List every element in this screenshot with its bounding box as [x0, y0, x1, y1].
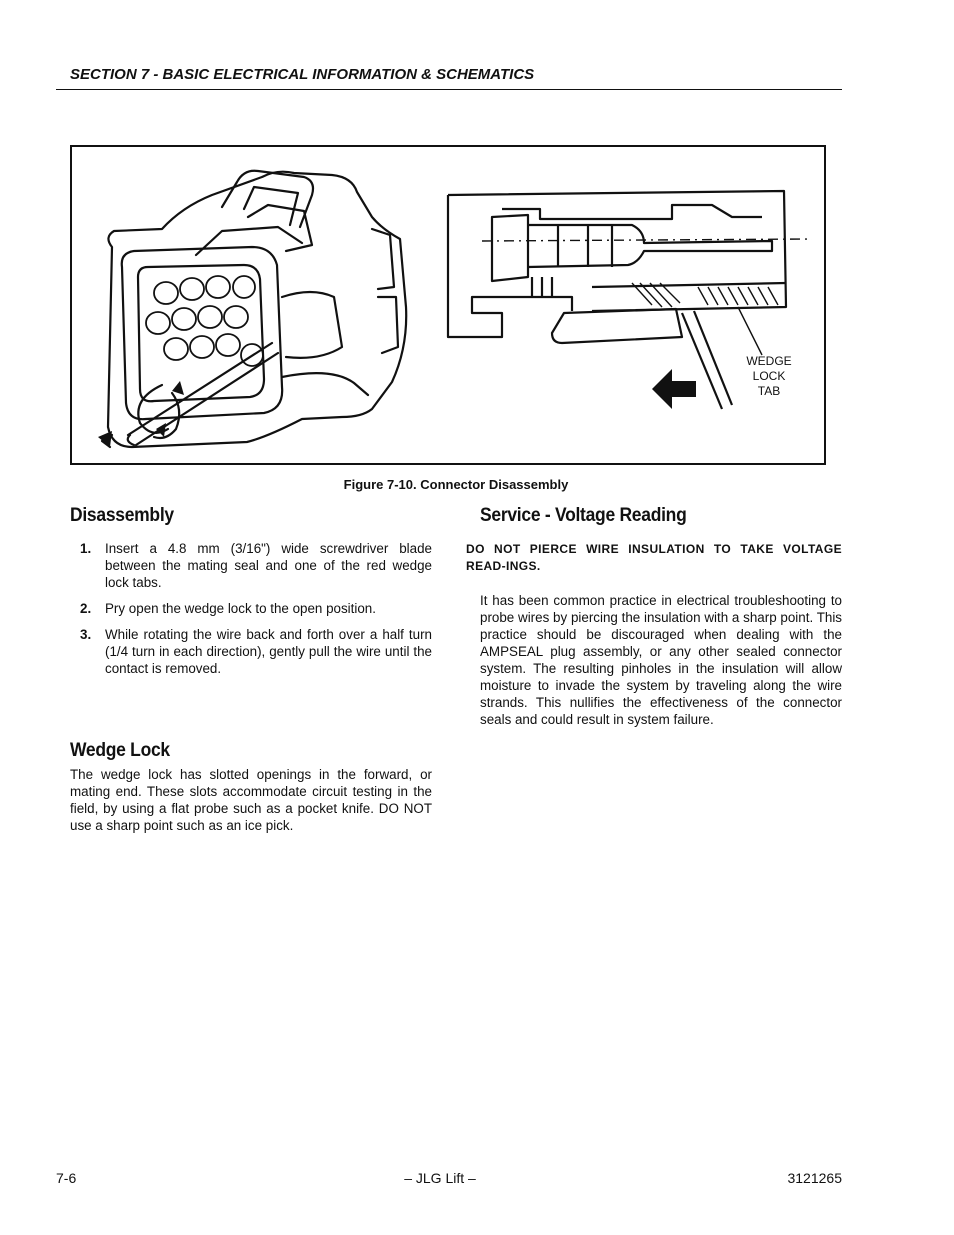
step-2: [70, 600, 432, 617]
service-body: [480, 592, 842, 728]
step-number: 1.: [80, 541, 92, 556]
step-text: While rotating the wire back and forth over a half turn (1/4 turn in each direction), gently pull the wire until the contact is removed.: [105, 627, 432, 676]
wedge-lock-heading: Wedge Lock: [70, 740, 170, 761]
disassembly-steps: [70, 540, 432, 686]
wedge-lock-tab-label: [739, 354, 799, 399]
document-number: 3121265: [787, 1170, 842, 1186]
wedge-lock-text: The wedge lock has slotted openings in the forward, or mating end. These slots accommodate circuit testing in the field, by using a flat probe such as a pocket knife. DO NOT use a sharp point such as an ice pick.: [70, 767, 432, 833]
section-header: SECTION 7 - BASIC ELECTRICAL INFORMATION & SCHEMATICS: [70, 66, 535, 83]
label-line-2: LOCK: [752, 369, 786, 383]
connector-disassembly-figure: [70, 145, 826, 465]
figure-caption: Figure 7-10. Connector Disassembly: [343, 477, 569, 492]
connector-illustration: [72, 147, 824, 463]
warning-text: DO NOT PIERCE WIRE INSULATION TO TAKE VOLTAGE READ-INGS.: [466, 542, 842, 573]
step-3: [70, 626, 432, 677]
step-text: Pry open the wedge lock to the open position.: [105, 601, 376, 616]
label-line-1: WEDGE: [746, 354, 792, 368]
wedge-lock-body: [70, 766, 432, 834]
step-number: 3.: [80, 627, 92, 642]
step-1: [70, 540, 432, 591]
service-voltage-heading: Service - Voltage Reading: [480, 505, 687, 526]
step-text: Insert a 4.8 mm (3/16") wide screwdriver blade between the mating seal and one of the red wedge lock tabs.: [105, 541, 432, 590]
step-number: 2.: [80, 601, 92, 616]
header-rule: [56, 89, 842, 90]
page-number: 7-6: [56, 1170, 77, 1186]
footer-center: – JLG Lift –: [404, 1170, 476, 1186]
disassembly-heading: Disassembly: [70, 505, 174, 526]
label-line-3: TAB: [757, 384, 781, 398]
service-text: It has been common practice in electrical troubleshooting to probe wires by piercing the insulation with a sharp point. This practice should be discouraged when dealing with the AMPSEAL plug assembly, or any other sealed connector system. The resulting pinholes in the insulation will allow moisture to invade the system by traveling along the wire strands. This nullifies the effectiveness of the connector seals and could result in system failure.: [480, 593, 842, 727]
